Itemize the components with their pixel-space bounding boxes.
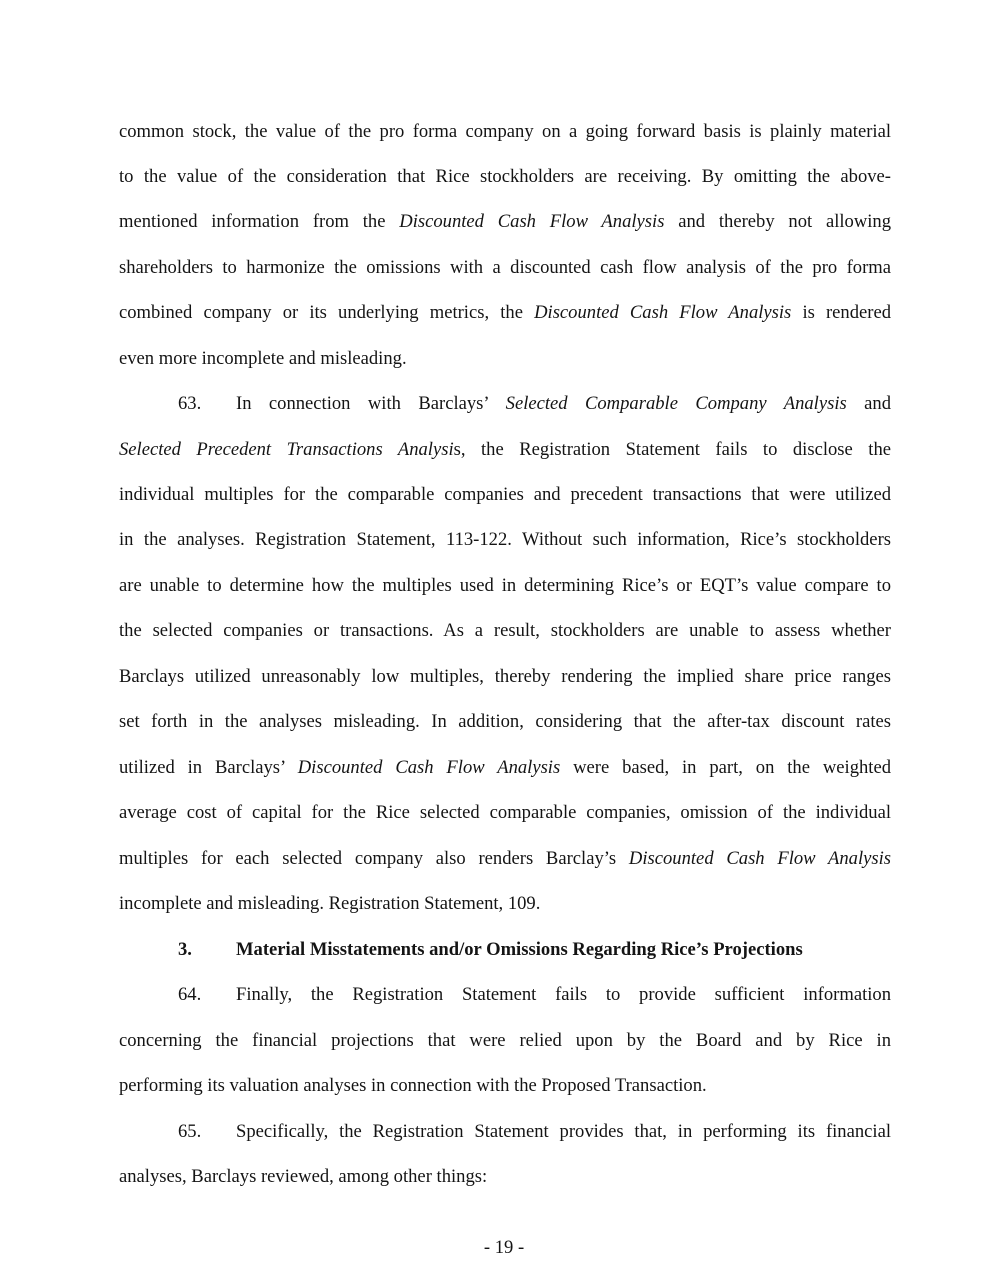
text-line	[119, 435, 891, 465]
text-line	[119, 1117, 891, 1147]
text-span: even more incomplete and misleading.	[119, 348, 407, 369]
text-span: the selected companies or transactions. As a result, stockholders are unable to assess whether	[119, 620, 891, 641]
text-line	[119, 298, 891, 328]
paragraph-number: 65.	[178, 1121, 202, 1142]
text-line	[119, 525, 891, 555]
text-line	[119, 480, 891, 510]
text-span: performing its valuation analyses in connection with the Proposed Transaction.	[119, 1075, 707, 1096]
text-line	[119, 662, 891, 692]
paragraph-number: 64.	[178, 984, 202, 1005]
text-line	[119, 344, 891, 374]
italic-title: Discounted Cash Flow Analysis	[534, 302, 792, 323]
text-span: Barclays utilized unreasonably low multiples, thereby rendering the implied share price ranges	[119, 666, 891, 687]
italic-title: Discounted Cash Flow Analysis	[399, 211, 665, 232]
text-span: combined company or its underlying metrics, the	[119, 302, 523, 323]
text-span: multiples for each selected company also renders Barclay’s	[119, 848, 617, 869]
text-line	[119, 889, 891, 919]
text-line	[119, 389, 891, 419]
text-span: set forth in the analyses misleading. In addition, considering that the after-tax discount rates	[119, 711, 891, 732]
text-line	[119, 707, 891, 737]
text-span: Finally, the Registration Statement fails to provide sufficient information	[236, 984, 891, 1005]
text-span: in the analyses. Registration Statement, 113-122. Without such information, Rice’s stockholders	[119, 529, 891, 550]
text-line	[119, 1162, 891, 1192]
text-line	[119, 753, 891, 783]
text-span: analyses, Barclays reviewed, among other things:	[119, 1166, 488, 1187]
text-line	[119, 616, 891, 646]
italic-title: Discounted Cash Flow Analysis	[297, 757, 561, 778]
text-span: common stock, the value of the pro forma company on a going forward basis is plainly material	[119, 121, 891, 142]
text-span: s, the Registration Statement fails to disclose the	[453, 439, 891, 460]
text-line	[119, 207, 891, 237]
text-line	[119, 162, 891, 192]
page-number: - 19 -	[483, 1237, 525, 1258]
text-span: individual multiples for the comparable companies and precedent transactions that were utilized	[119, 484, 891, 505]
text-span: concerning the financial projections that were relied upon by the Board and by Rice in	[119, 1030, 891, 1051]
text-line	[119, 980, 891, 1010]
text-span: is rendered	[802, 302, 891, 323]
paragraph-number: 63.	[178, 393, 202, 414]
text-line	[119, 253, 891, 283]
text-line	[119, 117, 891, 147]
text-span: Specifically, the Registration Statement provides that, in performing its financial	[236, 1121, 891, 1142]
text-line	[119, 844, 891, 874]
text-span: are unable to determine how the multiples used in determining Rice’s or EQT’s value compare to	[119, 575, 891, 596]
text-span: incomplete and misleading. Registration Statement, 109.	[119, 893, 541, 914]
text-line	[119, 798, 891, 828]
heading-text: Material Misstatements and/or Omissions Regarding Rice’s Projections	[236, 939, 803, 960]
text-line	[119, 1026, 891, 1056]
text-span: mentioned information from the	[119, 211, 386, 232]
section-heading	[119, 935, 891, 965]
text-span: and	[864, 393, 891, 414]
text-span: In connection with Barclays’	[236, 393, 489, 414]
text-line	[119, 1071, 891, 1101]
italic-title: Selected Precedent Transactions Analysi	[119, 439, 454, 460]
text-line	[119, 571, 891, 601]
heading-number: 3.	[178, 939, 192, 960]
text-span: and thereby not allowing	[678, 211, 892, 232]
italic-title: Selected Comparable Company Analysis	[505, 393, 847, 414]
text-span: to the value of the consideration that Rice stockholders are receiving. By omitting the above-	[119, 166, 891, 187]
text-span: shareholders to harmonize the omissions with a discounted cash flow analysis of the pro forma	[119, 257, 891, 278]
text-span: utilized in Barclays’	[119, 757, 285, 778]
italic-title: Discounted Cash Flow Analysis	[628, 848, 892, 869]
text-span: average cost of capital for the Rice selected comparable companies, omission of the individual	[119, 802, 891, 823]
text-span: were based, in part, on the weighted	[573, 757, 891, 778]
